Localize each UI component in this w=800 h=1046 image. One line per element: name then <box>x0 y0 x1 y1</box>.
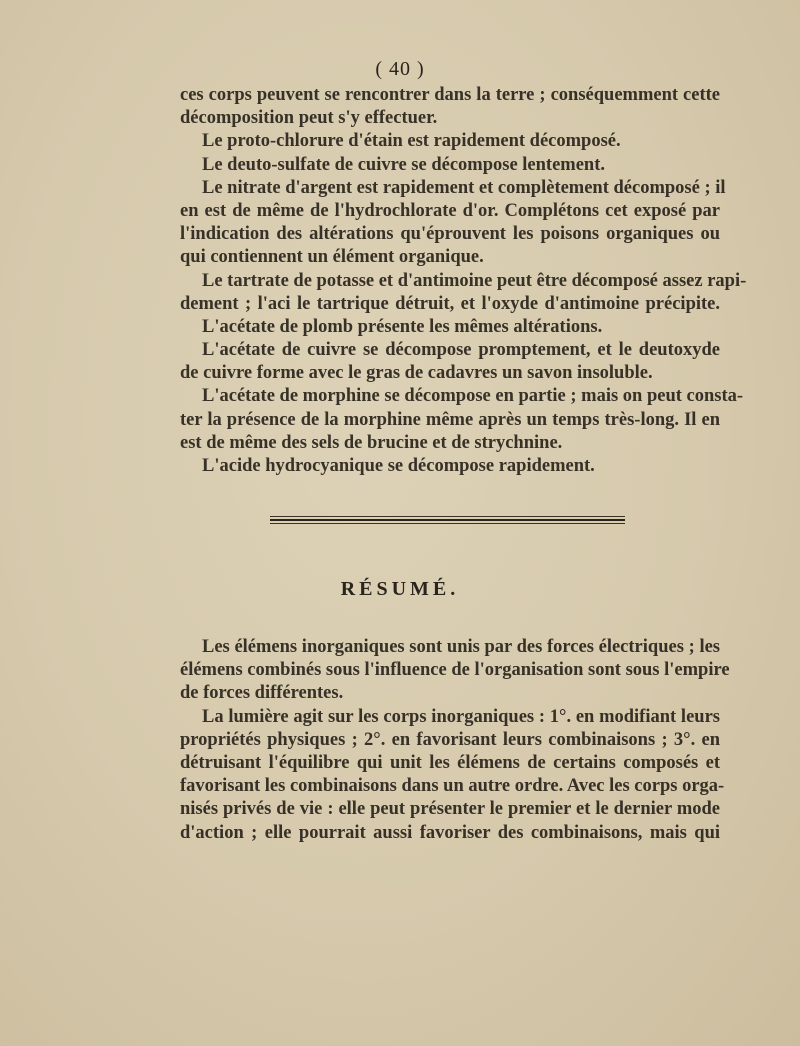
text-line: l'indication des altérations qu'éprouvent les poisons organiques ou <box>180 224 720 245</box>
text-line: Le proto-chlorure d'étain est rapidement décomposé. <box>202 131 621 152</box>
text-line: nisés privés de vie : elle peut présenter le premier et le dernier mode <box>180 799 720 820</box>
text-line: élémens combinés sous l'influence de l'organisation sont sous l'empire <box>180 660 730 681</box>
text-line: La lumière agit sur les corps inorganiques : 1°. en modifiant leurs <box>202 706 720 727</box>
text-line: propriétés physiques ; 2°. en favorisant leurs combinaisons ; 3°. en <box>180 729 720 750</box>
text-line: de cuivre forme avec le gras de cadavres un savon insoluble. <box>180 363 653 384</box>
text-line: L'acétate de plomb présente les mêmes altérations. <box>202 316 603 337</box>
text-line: décomposition peut s'y effectuer. <box>180 108 438 129</box>
text-line: Les élémens inorganiques sont unis par des forces électriques ; les <box>202 637 720 657</box>
text-line: d'action ; elle pourrait aussi favoriser des combinaisons, mais qui <box>180 822 720 843</box>
section-divider <box>270 516 625 526</box>
text-line: L'acide hydrocyanique se décompose rapidement. <box>202 456 595 476</box>
body-text-bottom <box>180 636 730 845</box>
page-number: ( 40 ) <box>375 58 425 80</box>
text-line: de forces différentes. <box>180 683 344 704</box>
text-line: dement ; l'aci le tartrique détruit, et l'oxyde d'antimoine précipite. <box>180 293 720 314</box>
text-line: L'acétate de cuivre se décompose promptement, et le deutoxyde <box>202 340 720 361</box>
text-line: L'acétate de morphine se décompose en partie ; mais on peut consta- <box>202 386 744 407</box>
body-text-top <box>180 84 747 478</box>
text-line: Le deuto-sulfate de cuivre se décompose lentement. <box>202 154 605 175</box>
text-line: Le tartrate de potasse et d'antimoine peut être décomposé assez rapi- <box>202 270 747 291</box>
text-line: Le nitrate d'argent est rapidement et complètement décomposé ; il <box>202 177 726 198</box>
text-line: qui contiennent un élément organique. <box>180 247 484 268</box>
text-line: détruisant l'équilibre qui unit les élémens de certains composés et <box>180 752 720 773</box>
text-line: ter la présence de la morphine même après un temps très-long. Il en <box>180 409 720 430</box>
text-line: est de même des sels de brucine et de strychnine. <box>180 432 563 453</box>
text-line: ces corps peuvent se rencontrer dans la terre ; conséquemment cette <box>180 85 720 105</box>
section-title: RÉSUMÉ. <box>340 578 460 600</box>
text-line: favorisant les combinaisons dans un autre ordre. Avec les corps orga- <box>180 776 725 797</box>
text-line: en est de même de l'hydrochlorate d'or. Complétons cet exposé par <box>180 200 720 221</box>
